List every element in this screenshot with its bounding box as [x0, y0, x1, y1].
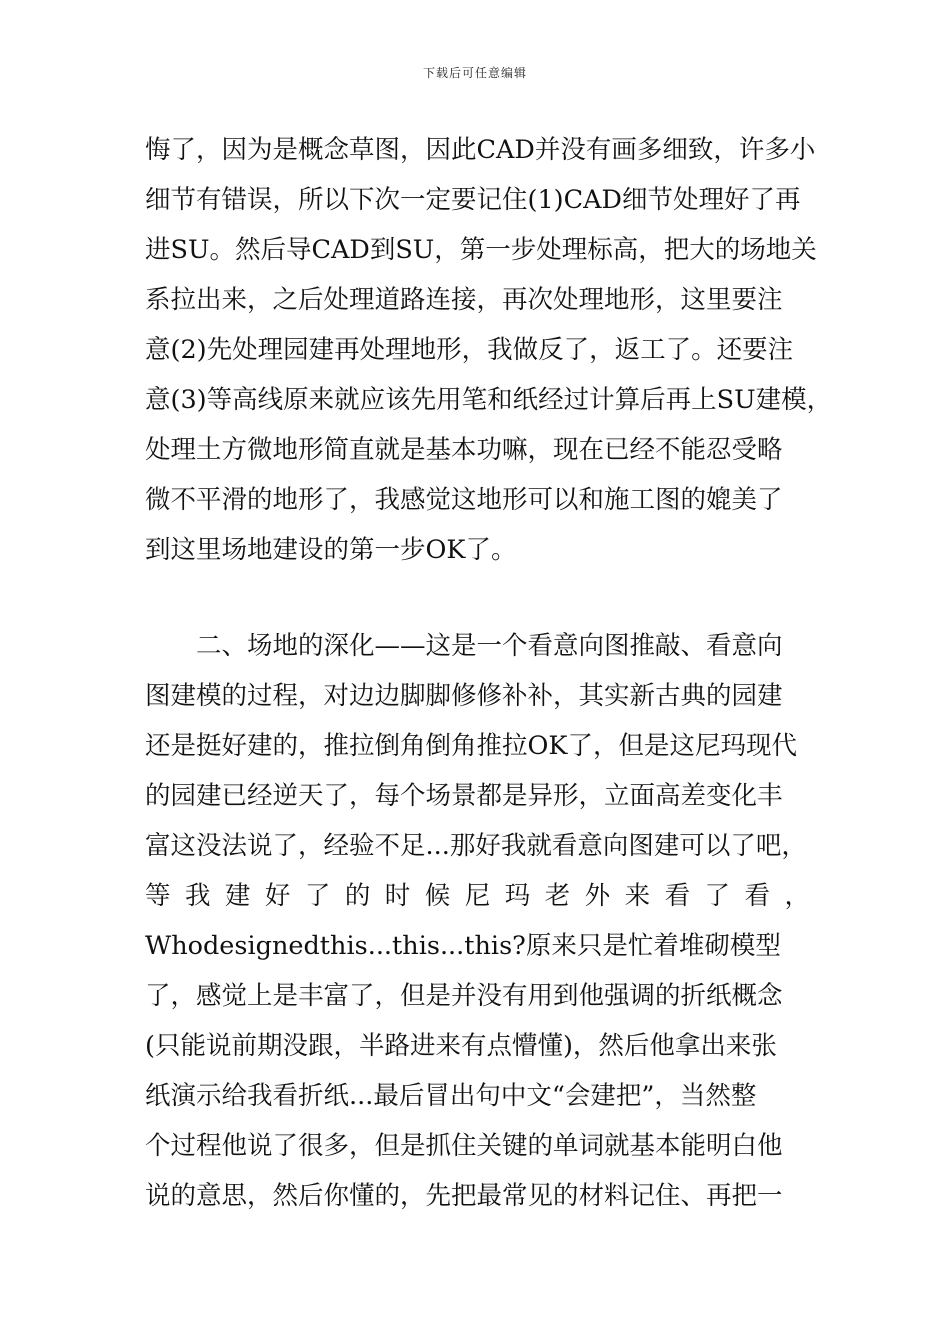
- text-line: 了，感觉上是丰富了，但是并没有用到他强调的折纸概念: [145, 981, 783, 1011]
- text-line: 二、场地的深化——这是一个看意向图推敲、看意向: [145, 631, 783, 661]
- text-line: (只能说前期没跟，半路进来有点懵懂)，然后他拿出来张: [145, 1031, 777, 1061]
- text-line: 说的意思，然后你懂的，先把最常见的材料记住、再把一: [145, 1181, 783, 1211]
- text-line: 进SU。然后导CAD到SU，第一步处理标高，把大的场地关: [145, 235, 817, 265]
- text-line: 微不平滑的地形了，我感觉这地形可以和施工图的媲美了: [145, 485, 783, 515]
- text-line: 处理土方微地形简直就是基本功嘛，现在已经不能忍受略: [145, 435, 783, 465]
- text-line: Whodesignedthis...this...this?原来只是忙着堆砌模型: [145, 931, 781, 961]
- text-line: 系拉出来，之后处理道路连接，再次处理地形，这里要注: [145, 285, 783, 315]
- text-line: 个过程他说了很多，但是抓住关键的单词就基本能明白他: [145, 1131, 783, 1161]
- text-line: 到这里场地建设的第一步OK了。: [145, 535, 517, 565]
- text-line: 意(2)先处理园建再处理地形，我做反了，返工了。还要注: [145, 335, 794, 365]
- text-line: 悔了，因为是概念草图，因此CAD并没有画多细致，许多小: [145, 135, 816, 165]
- text-line: 还是挺好建的，推拉倒角倒角推拉OK了，但是这尼玛现代: [145, 731, 797, 761]
- text-line: 纸演示给我看折纸...最后冒出句中文“会建把”，当然整: [145, 1081, 757, 1111]
- text-line: 的园建已经逆天了，每个场景都是异形，立面高差变化丰: [145, 781, 783, 811]
- text-line: 图建模的过程，对边边脚脚修修补补，其实新古典的园建: [145, 681, 783, 711]
- text-line: 富这没法说了，经验不足...那好我就看意向图建可以了吧，: [145, 831, 807, 861]
- text-line: 意(3)等高线原来就应该先用笔和纸经过计算后再上SU建模，: [145, 385, 833, 415]
- text-line: 细节有错误，所以下次一定要记住(1)CAD细节处理好了再: [145, 185, 801, 215]
- page-header: 下载后可任意编辑: [422, 66, 527, 80]
- text-line: 等我建好了的时候尼玛老外来看了看，: [145, 881, 810, 911]
